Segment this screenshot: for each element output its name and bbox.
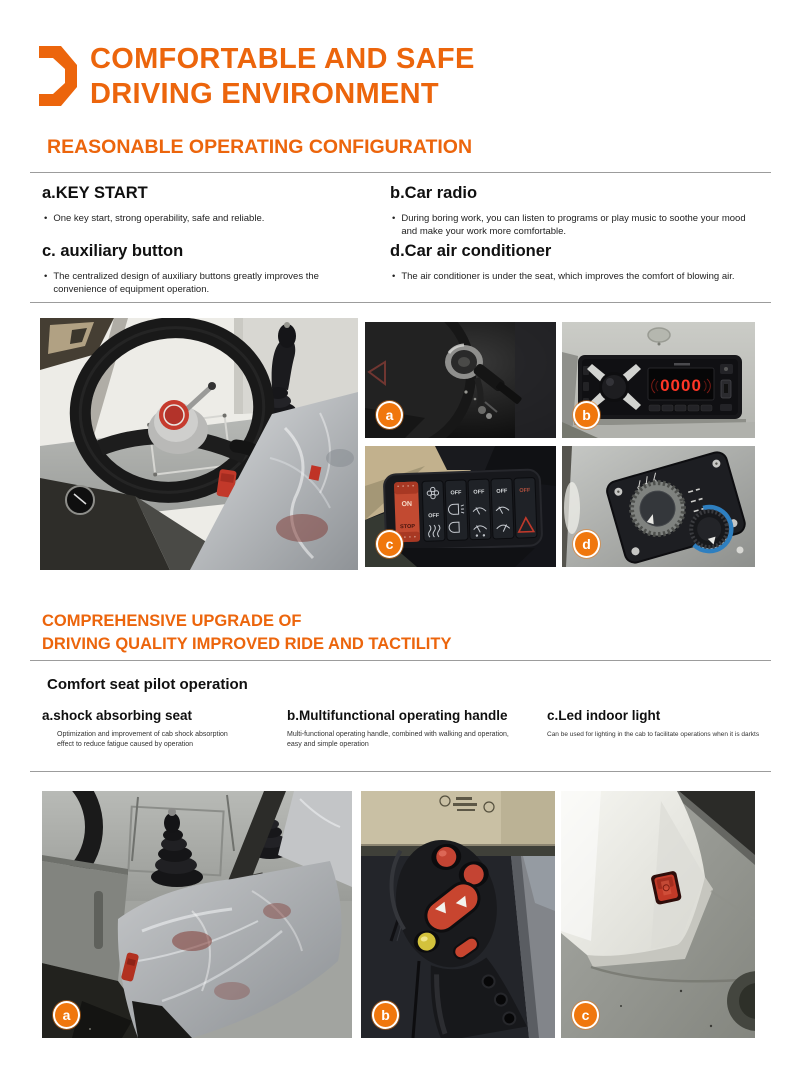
section2-subtitle: Comfort seat pilot operation xyxy=(47,676,248,693)
section2-title-line1: COMPREHENSIVE UPGRADE OF xyxy=(42,612,302,630)
switch-off-label: OFF xyxy=(496,488,508,495)
photo-switch-panel xyxy=(365,446,556,567)
switch-off-label: OFF xyxy=(519,487,531,495)
feature-heading: c.Led indoor light xyxy=(547,708,661,723)
divider xyxy=(30,302,771,303)
page-title xyxy=(90,42,475,112)
radio-display-digits: 0000 xyxy=(660,376,702,395)
section2-title-line2: DRIVING QUALITY IMPROVED RIDE AND TACTILITY xyxy=(42,635,452,653)
feature-bullet: • The centralized design of auxiliary buttons greatly improves the convenience of equipment operation. xyxy=(42,270,342,296)
feature-desc: Multi-functional operating handle, combined with walking and operation, easy and simple operation xyxy=(287,731,509,748)
photo-badge-b: b xyxy=(372,1001,399,1029)
feature-heading: b.Multifunctional operating handle xyxy=(287,708,508,723)
section1-title: REASONABLE OPERATING CONFIGURATION xyxy=(47,136,473,158)
page-title-line2: DRIVING ENVIRONMENT xyxy=(90,78,439,110)
feature-operating-handle xyxy=(287,708,532,750)
feature-heading: a.shock absorbing seat xyxy=(42,708,193,723)
divider xyxy=(30,771,771,772)
feature-bullet: • One key start, strong operability, safe and reliable. xyxy=(42,212,372,225)
section2-title xyxy=(42,610,451,656)
feature-heading: d.Car air conditioner xyxy=(390,242,552,260)
photo-car-radio xyxy=(562,322,755,438)
switch-panel xyxy=(384,469,543,550)
switch-off-label: OFF xyxy=(473,489,485,496)
switch-on-label: ON xyxy=(401,500,413,509)
feature-bullet: • The air conditioner is under the seat, which improves the comfort of blowing air. xyxy=(390,270,770,283)
photo-led-indoor-light xyxy=(561,791,755,1038)
brand-chevron-icon xyxy=(36,44,80,108)
gauge xyxy=(66,486,94,514)
photo-operating-handle xyxy=(361,791,555,1038)
switch-stop-label: STOP xyxy=(400,523,416,531)
feature-key-start xyxy=(42,184,372,225)
photo-cab-interior xyxy=(40,318,358,570)
seat-illustration xyxy=(42,791,352,1038)
feature-heading: c. auxiliary button xyxy=(42,242,184,260)
photo-key-start xyxy=(365,322,556,438)
divider xyxy=(30,660,771,661)
photo-badge-c: c xyxy=(376,530,403,558)
feature-desc: Optimization and improvement of cab shock absorption effect to reduce fatigue caused by operation xyxy=(57,731,228,748)
photo-shock-absorbing-seat xyxy=(42,791,352,1038)
photo-badge-c: c xyxy=(572,1001,599,1029)
page-title-line1: COMFORTABLE AND SAFE xyxy=(90,43,475,75)
radio-unit xyxy=(578,355,742,419)
photo-badge-a: a xyxy=(53,1001,80,1029)
feature-led-indoor-light xyxy=(547,708,787,740)
volume-knob xyxy=(602,375,626,399)
feature-bullet: • During boring work, you can listen to programs or play music to soothe your mood and make your work more comfortable. xyxy=(390,212,762,238)
feature-heading: b.Car radio xyxy=(390,184,478,202)
feature-auxiliary-button xyxy=(42,242,342,296)
photo-badge-b: b xyxy=(573,401,600,429)
cab-interior-illustration xyxy=(40,318,358,570)
feature-air-conditioner xyxy=(390,242,770,283)
switch-off-label: OFF xyxy=(428,512,440,520)
photo-ac-control xyxy=(562,446,755,567)
photo-badge-d: d xyxy=(573,530,600,558)
photo-badge-a: a xyxy=(376,401,403,429)
feature-heading: a.KEY START xyxy=(42,184,148,202)
feature-car-radio xyxy=(390,184,762,238)
switch-off-label: OFF xyxy=(450,490,462,497)
divider xyxy=(30,172,771,173)
feature-shock-absorbing-seat xyxy=(42,708,277,750)
dome-light xyxy=(648,328,670,342)
feature-desc: Can be used for lighting in the cab to facilitate operations when it is darkts xyxy=(547,731,760,738)
